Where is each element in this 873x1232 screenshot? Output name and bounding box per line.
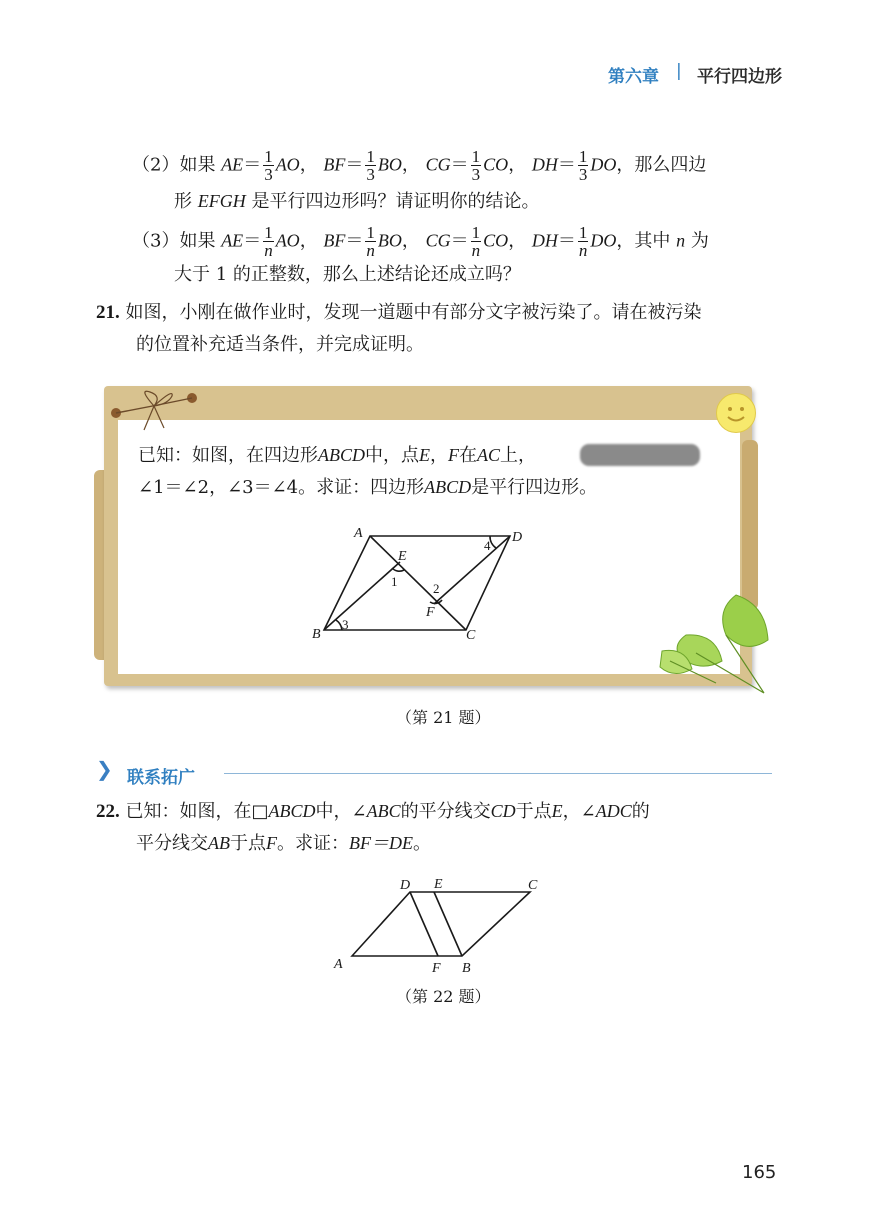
card-given-line1: 已知：如图，在四边形ABCD中，点E，F在AC上，	[138, 445, 537, 466]
smudge-stain	[580, 444, 700, 466]
fraction: $\frac{1}{n}$	[578, 223, 588, 260]
point-label: B	[312, 627, 321, 642]
string-bow-icon	[104, 386, 224, 436]
smiley-icon	[716, 393, 756, 433]
chevron-right-icon: ❯	[96, 757, 113, 781]
figure-21	[300, 520, 540, 650]
q20-part3-line1: （3）如果 AE＝ $\frac{1}{n}$ AO， BF＝ $\frac{1}{n}$ BO， CG＝ $\frac{1}{n}$ CO， DH＝ $\frac{1}{n}$ DO，其中 n 为	[132, 223, 709, 260]
fraction: $\frac{1}{3}$	[264, 147, 273, 184]
fraction: $\frac{1}{n}$	[264, 223, 273, 260]
q20-part2-line2: 形 EFGH 是平行四边形吗？请证明你的结论。	[174, 191, 540, 212]
question-number: 21.	[96, 302, 120, 323]
question-number: 22.	[96, 801, 120, 822]
figure-22-caption: （第 22 题）	[396, 987, 491, 1006]
fraction: $\frac{1}{n}$	[366, 223, 375, 260]
point-label: A	[334, 957, 343, 972]
angle-label: 4	[484, 538, 491, 553]
q22-line2: 平分线交AB于点F。求证：BF＝DE。	[136, 833, 431, 854]
point-label: F	[426, 605, 435, 620]
point-label: A	[354, 526, 363, 541]
point-label: C	[466, 628, 476, 643]
figure-21-caption: （第 21 题）	[396, 708, 491, 727]
page-number: 165	[742, 1162, 777, 1183]
fraction: $\frac{1}{n}$	[471, 223, 481, 260]
q21-line2: 的位置补充适当条件，并完成证明。	[136, 334, 424, 355]
point-label: D	[512, 530, 523, 545]
chapter-title: 平行四边形	[697, 67, 782, 87]
fraction: $\frac{1}{3}$	[578, 147, 588, 184]
fraction: $\frac{1}{3}$	[471, 147, 481, 184]
point-label: E	[434, 877, 443, 892]
point-label: E	[398, 549, 407, 564]
card-given-line2: ∠1＝∠2，∠3＝∠4。求证：四边形ABCD是平行四边形。	[138, 477, 598, 498]
q20-part3-line2: 大于 1 的正整数，那么上述结论还成立吗？	[174, 264, 521, 285]
point-label: B	[462, 961, 471, 976]
q20-part2-line1: （2）如果 AE＝ $\frac{1}{3}$ AO， BF＝ $\frac{1}{3}$ BO， CG＝ $\frac{1}{3}$ CO， DH＝ $\frac{1}{3}$ DO，那么四边	[132, 147, 707, 184]
angle-label: 2	[433, 581, 440, 596]
chapter-label: 第六章	[608, 67, 659, 87]
leaves-icon	[656, 585, 776, 697]
q21-line1: 21. 如图，小刚在做作业时，发现一道题中有部分文字被污染了。请在被污染	[96, 302, 702, 323]
point-label: C	[528, 878, 538, 893]
section-title: 联系拓广	[127, 768, 195, 788]
angle-label: 3	[342, 617, 349, 632]
figure-22	[330, 874, 550, 978]
q22-line1: 22. 已知：如图，在□ABCD中，∠ABC的平分线交CD于点E，∠ADC的	[96, 801, 650, 822]
section-divider	[224, 773, 772, 774]
angle-label: 1	[391, 574, 398, 589]
point-label: D	[400, 878, 411, 893]
fraction: $\frac{1}{3}$	[366, 147, 375, 184]
point-label: F	[432, 961, 441, 976]
header-separator: |	[676, 61, 682, 81]
